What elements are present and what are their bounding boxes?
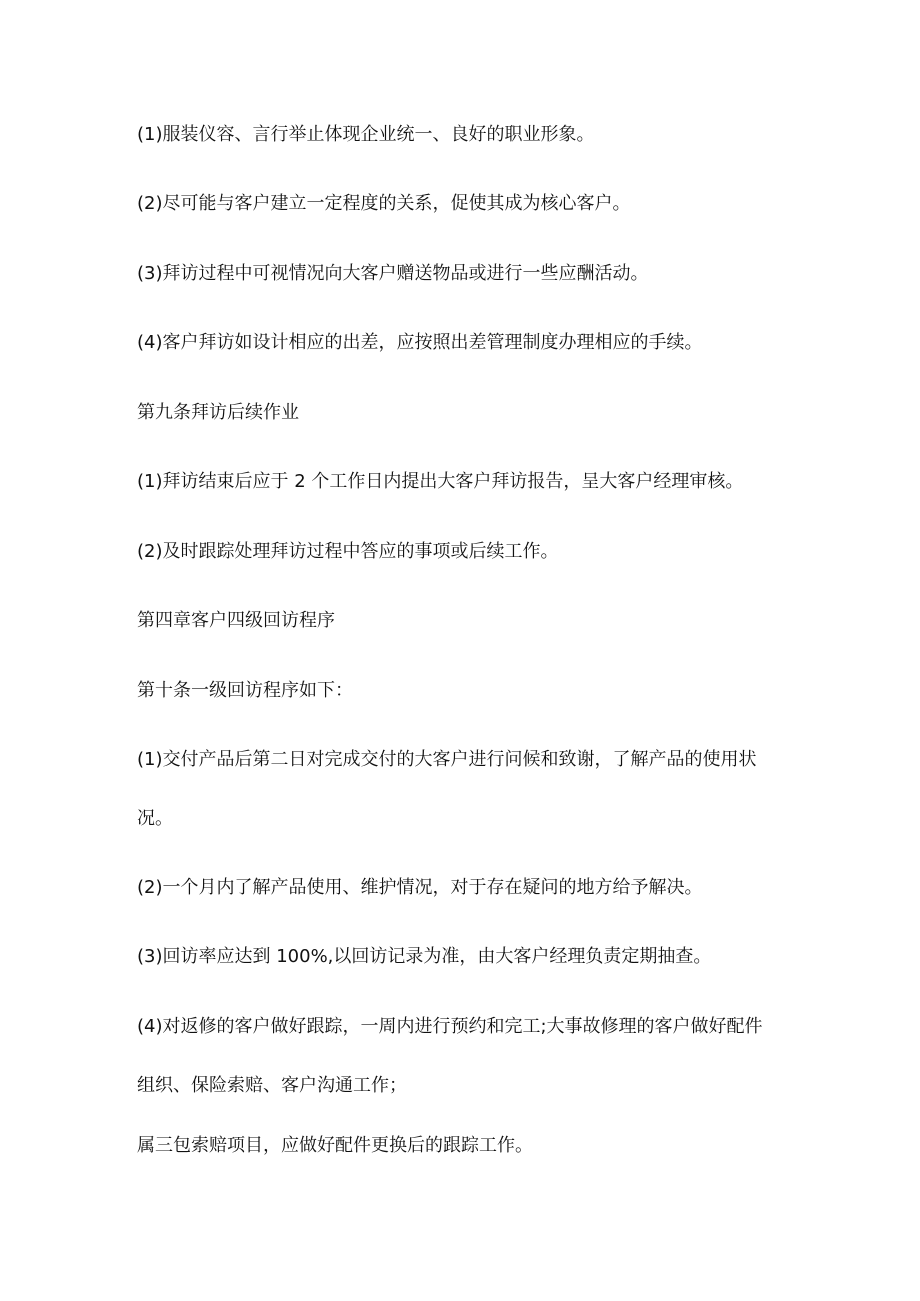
paragraph-10-line-1: (4)对返修的客户做好跟踪，一周内进行预约和完工;大事故修理的客户做好配件 [137,1016,763,1037]
paragraph-7-line-2: 况。 [137,808,173,829]
chapter-heading-4: 第四章客户四级回访程序 [137,610,335,631]
paragraph-4: (4)客户拜访如设计相应的出差，应按照出差管理制度办理相应的手续。 [137,332,703,353]
paragraph-7-line-1: (1)交付产品后第二日对完成交付的大客户进行问候和致谢，了解产品的使用状 [137,749,757,770]
paragraph-7 [137,748,797,831]
section-heading-article-10: 第十条一级回访程序如下： [137,680,353,701]
paragraph-2: (2)尽可能与客户建立一定程度的关系，促使其成为核心客户。 [137,193,631,214]
paragraph-8: (2)一个月内了解产品使用、维护情况，对于存在疑问的地方给予解决。 [137,877,703,898]
paragraph-10-line-2: 组织、保险索赔、客户沟通工作； [137,1075,407,1096]
paragraph-9: (3)回访率应达到 100%,以回访记录为准，由大客户经理负责定期抽查。 [137,946,712,967]
section-heading-article-9: 第九条拜访后续作业 [137,402,299,423]
paragraph-5: (1)拜访结束后应于 2 个工作日内提出大客户拜访报告，呈大客户经理审核。 [137,471,744,492]
paragraph-6: (2)及时跟踪处理拜访过程中答应的事项或后续工作。 [137,541,559,562]
paragraph-1: (1)服装仪容、言行举止体现企业统一、良好的职业形象。 [137,124,595,145]
paragraph-10 [137,1015,797,1098]
paragraph-11: 属三包索赔项目，应做好配件更换后的跟踪工作。 [137,1135,533,1156]
paragraph-3: (3)拜访过程中可视情况向大客户赠送物品或进行一些应酬活动。 [137,263,649,284]
